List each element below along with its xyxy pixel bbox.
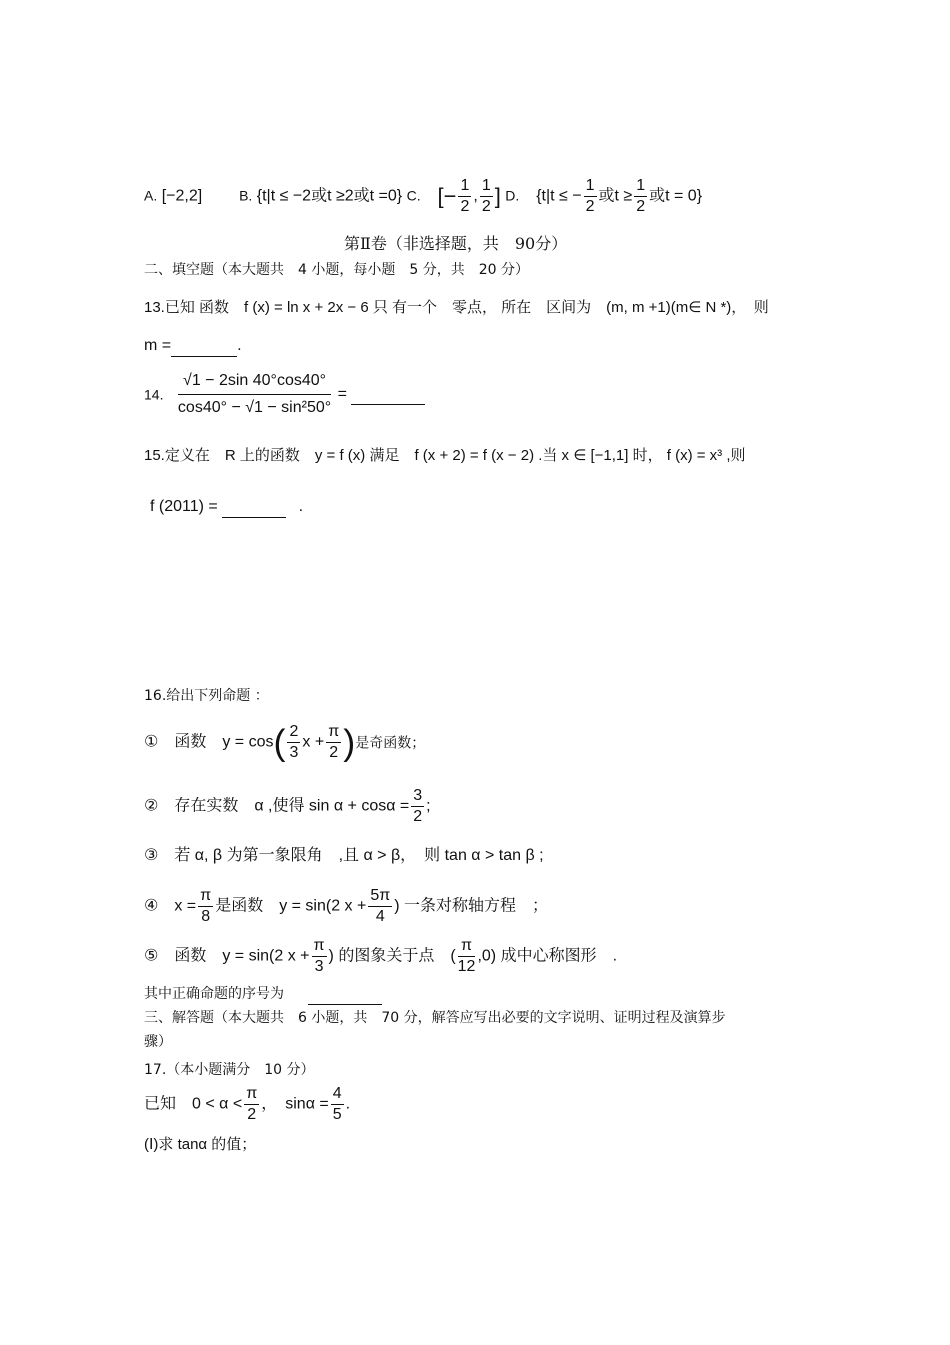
solve-header-line2: 骤）: [144, 1034, 172, 1050]
q16-p5-pre: ⑤ 函数 y = sin(2 x +: [144, 947, 310, 965]
q16-prop4: [144, 886, 548, 927]
q16-p2-frac: $\frac{3}{2}$: [413, 787, 423, 825]
option-a-label: A.: [144, 187, 158, 204]
q17-given-frac2: $\frac{4}{5}$: [332, 1085, 342, 1123]
q16-p2-post: ;: [426, 797, 431, 815]
q17-given-frac1: $\frac{\pi}{2}$: [246, 1085, 258, 1123]
q17-part1: (Ⅰ)求 tanα 的值；: [144, 1136, 257, 1153]
option-d-end: 或t = 0}: [649, 187, 703, 205]
q15-text: 15.定义在 R 上的函数 y = f (x) 满足 f (x + 2) = f (x − 2) .当 x ∈ [−1,1] 时， f (x) = x³ ,则: [144, 447, 746, 464]
q13-answer: m = .: [144, 336, 242, 357]
answer-options: [144, 176, 702, 217]
q16-p5-mid: ) 的图象关于点 (: [328, 947, 456, 965]
q14-numerator: √1 − 2sin 40°cos40°: [178, 368, 331, 395]
option-c-frac2: $\frac{1}{2}$: [481, 177, 491, 215]
option-d-open: {t|t ≤ −: [536, 187, 582, 205]
q16-p5-frac2: $\frac{\pi}{12}$: [457, 937, 476, 975]
q14-equals: =: [337, 385, 347, 403]
q16-p4-frac2: $\frac{5\pi}{4}$: [370, 887, 391, 925]
q14-fraction: [178, 368, 331, 421]
q14-label: 14.: [144, 386, 164, 403]
q17-title: 17.（本小题满分 10 分）: [144, 1062, 315, 1078]
fill-header: 二、填空题（本大题共 4 小题，每小题 5 分，共 20 分）: [144, 262, 529, 278]
q16-answer-blank[interactable]: [308, 984, 382, 1005]
option-a-value: [−2,2]: [161, 187, 203, 205]
q16-p1-frac1: $\frac{2}{3}$: [289, 723, 299, 761]
option-c-comma: ,: [473, 187, 478, 205]
solve-header-line1: 三、解答题（本大题共 6 小题，共 70 分，解答应写出必要的文字说明、证明过程及演算步: [144, 1010, 726, 1026]
option-c-frac1: $\frac{1}{2}$: [460, 177, 470, 215]
q16-intro: 16.给出下列命题 ：: [144, 688, 269, 704]
q16-prop3: ③ 若 α, β 为第一象限角 ,且 α > β， 则 tan α > tan β ;: [144, 847, 544, 864]
q15-answer-prefix: f (2011) =: [150, 498, 218, 515]
q13-answer-prefix: m =: [144, 337, 172, 354]
q16-p4-post: ) 一条对称轴方程 ；: [394, 897, 549, 915]
q16-p4-pre: ④ x =: [144, 897, 197, 915]
section2-title: 第Ⅱ卷（非选择题，共 90分）: [344, 234, 568, 253]
q16-answer-prefix: 其中正确命题的序号为: [144, 986, 284, 1002]
q14-denominator: cos40° − √1 − sin²50°: [177, 399, 332, 416]
q17-given-pre: 已知 0 < α <: [144, 1095, 243, 1113]
q16-p5-post: ,0) 成中心称图形 .: [477, 947, 618, 965]
q15-answer-suffix: .: [298, 498, 304, 515]
q14-answer-blank[interactable]: [351, 384, 425, 405]
q16-p4-frac1: $\frac{\pi}{8}$: [200, 887, 212, 925]
q16-p1-mid: x +: [302, 733, 325, 751]
q16-p5-frac1: $\frac{\pi}{3}$: [313, 937, 325, 975]
q13-answer-blank[interactable]: [171, 336, 237, 357]
q16-prop2: [144, 786, 431, 827]
q15-answer: [150, 497, 303, 518]
option-d-label: D.: [505, 187, 520, 204]
q16-p1-frac2: $\frac{\pi}{2}$: [328, 723, 340, 761]
q16-p1-pre: ① 函数 y = cos: [144, 733, 274, 751]
option-c-label: C.: [406, 187, 421, 204]
q17-given-mid: ， sinα =: [261, 1095, 329, 1113]
option-c-open: [−: [437, 183, 457, 209]
q17-given: [144, 1084, 350, 1125]
q17-given-post: .: [345, 1095, 351, 1113]
option-d-mid: 或t ≥: [598, 187, 633, 205]
option-d-frac2: $\frac{1}{2}$: [636, 177, 646, 215]
q14: [144, 368, 425, 421]
option-b-label: B.: [239, 187, 253, 204]
option-c-close: ]: [494, 183, 501, 209]
q16-p4-mid: 是函数 y = sin(2 x +: [215, 897, 367, 915]
q13-text: 13.已知 函数 f (x) = ln x + 2x − 6 只 有一个 零点， 所在 区间为 (m, m +1)(m∈ N *)， 则: [144, 299, 769, 316]
q16-prop5: [144, 936, 617, 977]
q15-answer-blank[interactable]: [222, 497, 286, 518]
q16-p2-pre: ② 存在实数 α ,使得 sin α + cosα =: [144, 797, 410, 815]
q16-answer: [144, 984, 382, 1005]
q16-p1-post: 是奇函数；: [355, 734, 426, 751]
q16-prop1: ① 函数 y = cos( $\frac{2}{3}$ x + $\frac{\pi}{2}$ )是奇函数；: [144, 721, 426, 763]
option-b-value: {t|t ≤ −2或t ≥2或t =0}: [256, 187, 403, 205]
option-d-frac1: $\frac{1}{2}$: [585, 177, 595, 215]
